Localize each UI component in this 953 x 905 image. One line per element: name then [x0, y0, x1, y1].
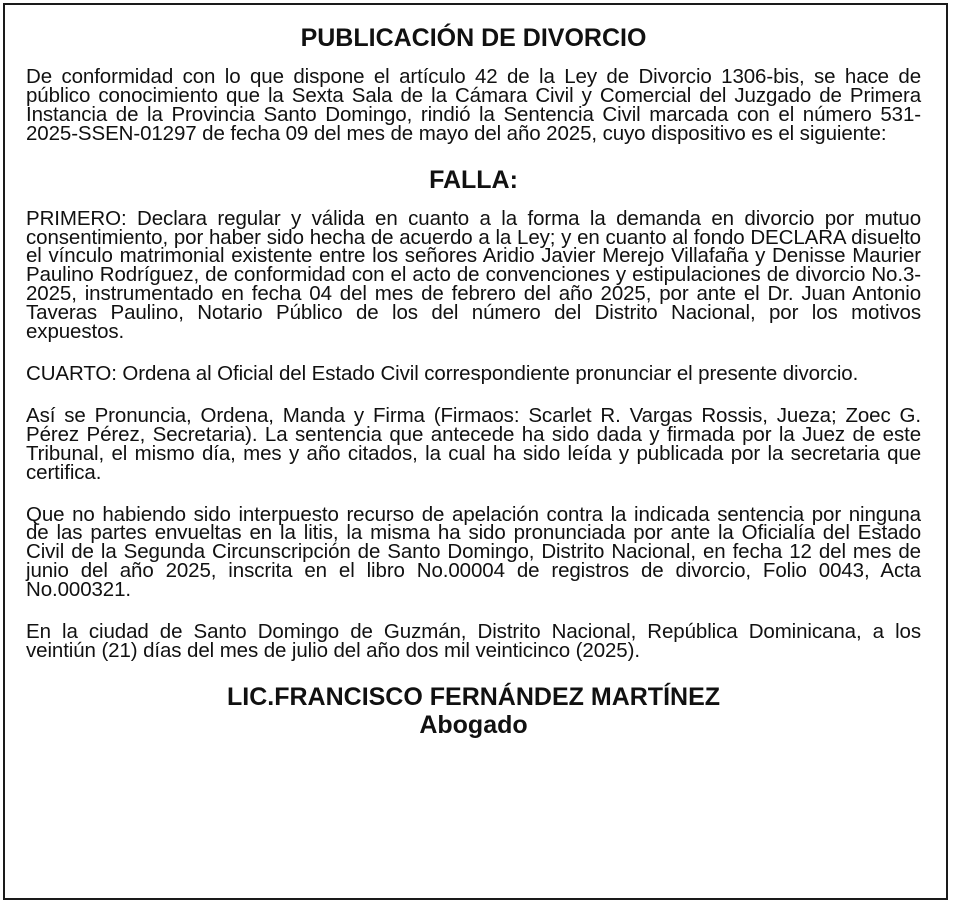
intro-paragraph: De conformidad con lo que dispone el artículo 42 de la Ley de Divorcio 1306-bis, se hace de público conocimiento que la Sexta Sala de la Cámara Civil y Comercial del Juzgado de Primera Instancia de la Provincia Santo Domingo, rindió la Sentencia Civil marcada con el número 531-2025-SSEN-01297 de fecha 09 del mes de mayo del año 2025, cuyo dispositivo es el siguiente: — [26, 65, 921, 145]
cuarto-paragraph: CUARTO: Ordena al Oficial del Estado Civil correspondiente pronunciar el presente divorcio. — [26, 361, 859, 385]
firma-paragraph: Así se Pronuncia, Ordena, Manda y Firma (Firmaos: Scarlet R. Vargas Rossis, Jueza; Zoec G. Pérez Pérez, Secretaria). La sentencia que antecede ha sido dada y firmada por la Juez de este Tribunal, el mismo día, mes y año citados, la cual ha sido leída y publicada por la secretaria que certifica. — [26, 403, 921, 484]
notice-content — [26, 24, 921, 739]
place-date-paragraph: En la ciudad de Santo Domingo de Guzmán, Distrito Nacional, República Dominicana, a los veintiún (21) días del mes de julio del año dos mil veinticinco (2025). — [26, 620, 921, 662]
recurso-paragraph: Que no habiendo sido interpuesto recurso de apelación contra la indicada sentencia por ninguna de las partes envueltas en la litis, la misma ha sido pronunciada por ante la Oficialía del Estado Civil de la Segunda Circunscripción de Santo Domingo, Distrito Nacional, en fecha 12 del mes de junio del año 2025, inscrita en el libro No.00004 de registros de divorcio, Folio 0043, Acta No.000321. — [26, 502, 921, 602]
notice-title: PUBLICACIÓN DE DIVORCIO — [300, 24, 647, 52]
primero-paragraph: PRIMERO: Declara regular y válida en cuanto a la forma la demanda en divorcio por mutuo consentimiento, por haber sido hecha de acuerdo a la Ley; y en cuanto al fondo DECLARA disuelto el vínculo matrimonial existente entre los señores Aridio Javier Merejo Villafaña y Denisse Maurier Paulino Rodríguez, de conformidad con el acto de convenciones y estipulaciones de divorcio No.3-2025, instrumentado en fecha 04 del mes de febrero del año 2025, por ante el Dr. Juan Antonio Taveras Paulino, Notario Público de los del número del Distrito Nacional, por los motivos expuestos. — [26, 206, 921, 344]
signatory-role: Abogado — [419, 710, 528, 739]
falla-heading: FALLA: — [429, 165, 518, 194]
signatory-name: LIC.FRANCISCO FERNÁNDEZ MARTÍNEZ — [226, 682, 721, 711]
signature-block — [26, 683, 921, 739]
